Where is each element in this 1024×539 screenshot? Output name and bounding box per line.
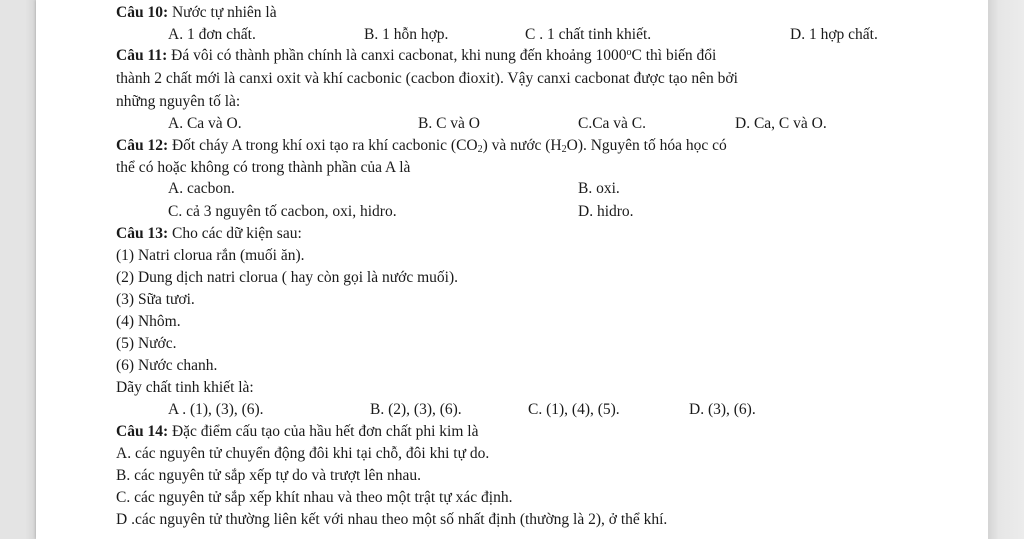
- question-text: Đá vôi có thành phần chính là canxi cacbonat, khi nung đến khoảng 1000: [167, 47, 627, 64]
- option-a: A . (1), (3), (6).: [168, 401, 264, 418]
- option-d: D. 1 hợp chất.: [790, 26, 878, 43]
- question-13: [116, 224, 302, 244]
- option-a: A. Ca và O.: [168, 115, 242, 132]
- question-14: [116, 422, 478, 442]
- option-b: B. oxi.: [578, 180, 620, 197]
- list-item: (2) Dung dịch natri clorua ( hay còn gọi là nước muối).: [116, 269, 458, 286]
- subscript: 2: [477, 144, 483, 155]
- option-d: D. hidro.: [578, 203, 634, 220]
- question-text: O). Nguyên tố hóa học có: [566, 137, 727, 154]
- degree-symbol: o: [626, 47, 632, 58]
- question-label: Câu 14:: [116, 423, 169, 440]
- question-10: [116, 3, 277, 23]
- option-a: A. 1 đơn chất.: [168, 26, 256, 43]
- list-item: (1) Natri clorua rắn (muối ăn).: [116, 247, 305, 264]
- option-b: B. C và O: [418, 115, 480, 132]
- question-12: [116, 136, 727, 156]
- option-c: C . 1 chất tinh khiết.: [525, 26, 652, 43]
- question-text: Đặc điểm cấu tạo của hầu hết đơn chất phi kim là: [168, 423, 479, 440]
- question-text-end: C thì biến đổi: [631, 47, 717, 64]
- option-c: C. (1), (4), (5).: [528, 401, 620, 418]
- question-12-line-2: thể có hoặc không có trong thành phần của A là: [116, 159, 411, 176]
- option-b: B. 1 hỗn hợp.: [364, 26, 449, 43]
- option-c: C. cả 3 nguyên tố cacbon, oxi, hidro.: [168, 203, 397, 220]
- question-text: ) và nước (H: [482, 137, 562, 154]
- right-margin: [988, 0, 1024, 539]
- question-label: Câu 10:: [116, 4, 169, 21]
- question-13-prompt: Dãy chất tinh khiết là:: [116, 379, 254, 396]
- option-a: A. cacbon.: [168, 180, 235, 197]
- list-item: (3) Sữa tươi.: [116, 291, 195, 308]
- option-d: D .các nguyên tử thường liên kết với nhau theo một số nhất định (thường là 2), ở thể khí.: [116, 511, 668, 528]
- subscript: 2: [561, 144, 567, 155]
- question-label: Câu 12:: [116, 137, 169, 154]
- question-text: Đốt cháy A trong khí oxi tạo ra khí cacbonic (CO: [168, 137, 478, 154]
- list-item: (4) Nhôm.: [116, 313, 181, 330]
- option-b: B. các nguyên tử sắp xếp tự do và trượt lên nhau.: [116, 467, 422, 484]
- option-b: B. (2), (3), (6).: [370, 401, 462, 418]
- question-11-line-2: thành 2 chất mới là canxi oxit và khí cacbonic (cacbon đioxit). Vậy canxi cacbonat được tạo nên bởi: [116, 70, 738, 87]
- option-c: C. các nguyên tử sắp xếp khít nhau và theo một trật tự xác định.: [116, 489, 513, 506]
- option-a: A. các nguyên tử chuyển động đôi khi tại chỗ, đôi khi tự do.: [116, 445, 490, 462]
- question-11: [116, 46, 716, 66]
- left-margin: [0, 0, 36, 539]
- list-item: (5) Nước.: [116, 335, 177, 352]
- option-c: C.Ca và C.: [578, 115, 647, 132]
- question-label: Câu 13:: [116, 225, 169, 242]
- question-text: Nước tự nhiên là: [168, 4, 277, 21]
- option-d: D. (3), (6).: [689, 401, 756, 418]
- question-label: Câu 11:: [116, 47, 168, 64]
- option-d: D. Ca, C và O.: [735, 115, 827, 132]
- list-item: (6) Nước chanh.: [116, 357, 218, 374]
- question-11-line-3: những nguyên tố là:: [116, 93, 241, 110]
- question-text: Cho các dữ kiện sau:: [168, 225, 302, 242]
